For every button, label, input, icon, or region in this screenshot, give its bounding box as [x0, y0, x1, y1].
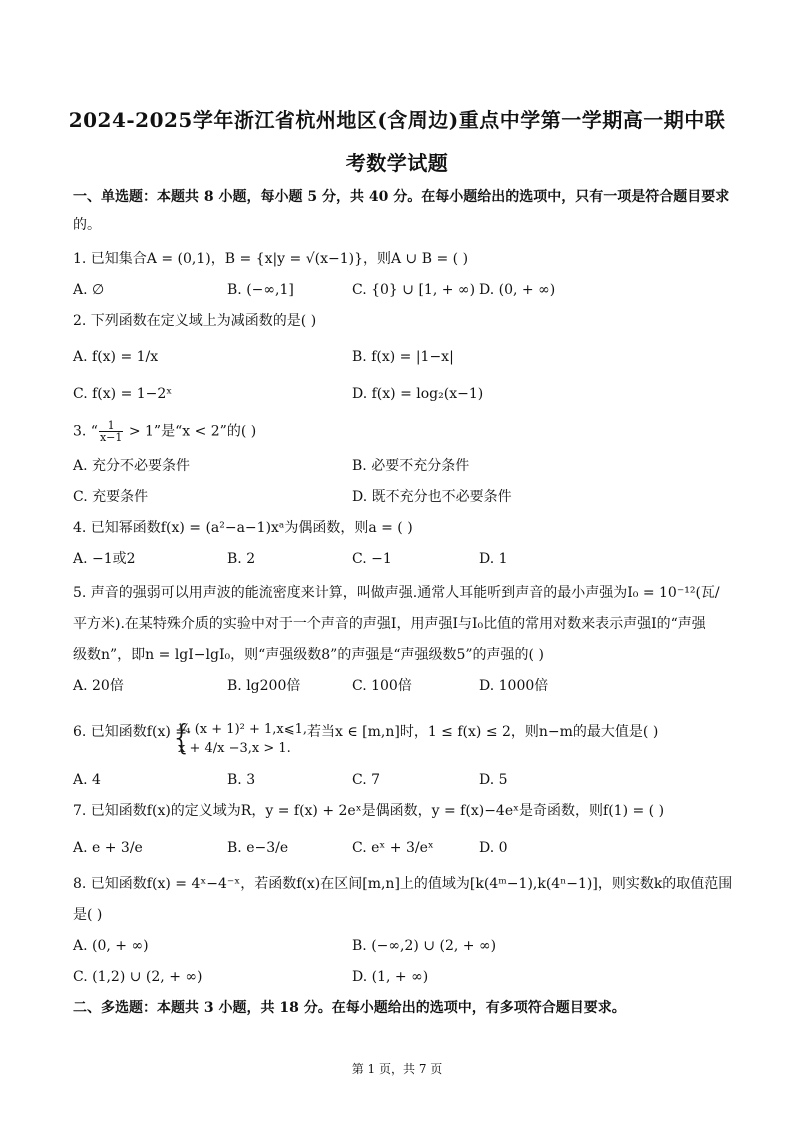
- question-6-option-b: B. 3: [227, 772, 256, 788]
- piecewise-brace: {: [171, 718, 193, 758]
- page-footer: 第 1 页，共 7 页: [351, 1062, 443, 1076]
- question-2-option-a: A. f(x) = 1/x: [73, 349, 159, 365]
- question-6-piece-2: x + 4/x −3,x > 1.: [178, 741, 291, 756]
- question-1-option-b: B. (−∞,1]: [227, 282, 294, 298]
- question-5-option-c: C. 100倍: [352, 678, 412, 694]
- question-2-stem: 2. 下列函数在定义域上为减函数的是( ): [73, 313, 317, 329]
- question-5-option-a: A. 20倍: [73, 678, 124, 694]
- question-5-stem-line3: 级数n”，即n = lgI−lgI₀，则“声强级数8”的声强是“声强级数5”的声强的( ): [73, 647, 544, 663]
- question-7-option-a: A. e + 3/e: [73, 840, 143, 856]
- question-7-option-d: D. 0: [479, 840, 508, 856]
- question-8-stem-line1: 8. 已知函数f(x) = 4ˣ−4⁻ˣ，若函数f(x)在区间[m,n]上的值域为[k(4ᵐ−1),k(4ⁿ−1)]，则实数k的取值范围: [73, 876, 733, 892]
- question-6-piecewise: [178, 720, 307, 758]
- question-1-option-c: C. {0} ∪ [1, + ∞): [352, 282, 476, 298]
- question-6-stem-suffix: 若当x ∈ [m,n]时，1 ≤ f(x) ≤ 2，则n−m的最大值是( ): [307, 724, 659, 740]
- question-3-stem-suffix: > 1”是“x < 2”的( ): [124, 423, 257, 440]
- question-2-option-c: C. f(x) = 1−2ˣ: [73, 386, 173, 402]
- question-3-option-b: B. 必要不充分条件: [352, 458, 470, 474]
- question-4-option-b: B. 2: [227, 551, 256, 567]
- exam-title-line1: 2024-2025学年浙江省杭州地区(含周边)重点中学第一学期高一期中联: [68, 108, 726, 132]
- question-5-stem-line2: 平方米).在某特殊介质的实验中对于一个声音的声强I，用声强I与I₀比值的常用对数来表示声强I的“声强: [73, 616, 706, 632]
- question-6-option-a: A. 4: [73, 772, 101, 788]
- question-7-option-c: C. eˣ + 3/eˣ: [352, 840, 434, 856]
- question-8-option-b: B. (−∞,2) ∪ (2, + ∞): [352, 938, 497, 954]
- question-8-stem-line2: 是( ): [73, 907, 103, 923]
- section2-heading: 二、多选题：本题共 3 小题，共 18 分。在每小题给出的选项中，有多项符合题目要求。: [73, 1000, 626, 1016]
- question-3-option-a: A. 充分不必要条件: [73, 458, 191, 474]
- question-4-option-a: A. −1或2: [73, 551, 136, 567]
- question-6-piece-1: ¼ (x + 1)² + 1,x⩽1,: [178, 722, 308, 737]
- question-7-option-b: B. e−3/e: [227, 840, 289, 856]
- question-5-option-b: B. lg200倍: [227, 678, 301, 694]
- question-8-option-a: A. (0, + ∞): [73, 938, 149, 954]
- question-1-option-d: D. (0, + ∞): [479, 282, 556, 298]
- question-6-stem-prefix: 6. 已知函数f(x) =: [73, 724, 187, 740]
- question-7-stem: 7. 已知函数f(x)的定义域为R，y = f(x) + 2eˣ是偶函数，y = f(x)−4eˣ是奇函数，则f(1) = ( ): [73, 803, 665, 819]
- question-4-option-c: C. −1: [352, 551, 392, 567]
- section1-heading-cont: 的。: [73, 217, 101, 233]
- question-4-stem: 4. 已知幂函数f(x) = (a²−a−1)xᵃ为偶函数，则a = ( ): [73, 520, 413, 536]
- question-3-option-c: C. 充要条件: [73, 489, 149, 505]
- question-5-stem-line1: 5. 声音的强弱可以用声波的能流密度来计算，叫做声强.通常人耳能听到声音的最小声强为I₀ = 10⁻¹²(瓦/: [73, 585, 720, 601]
- question-3-fraction: [99, 420, 123, 443]
- question-3-option-d: D. 既不充分也不必要条件: [352, 489, 512, 505]
- question-2-option-d: D. f(x) = log₂(x−1): [352, 386, 484, 402]
- question-2-option-b: B. f(x) = |1−x|: [352, 349, 454, 365]
- question-3-stem-prefix: 3. “: [73, 423, 98, 440]
- question-8-option-c: C. (1,2) ∪ (2, + ∞): [73, 969, 203, 985]
- question-6-option-d: D. 5: [479, 772, 508, 788]
- section1-heading: 一、单选题：本题共 8 小题，每小题 5 分，共 40 分。在每小题给出的选项中，只有一项是符合题目要求: [73, 189, 730, 205]
- question-6-option-c: C. 7: [352, 772, 381, 788]
- question-8-option-d: D. (1, + ∞): [352, 969, 429, 985]
- question-4-option-d: D. 1: [479, 551, 508, 567]
- exam-title-line2: 考数学试题: [345, 151, 449, 175]
- question-3-fraction-denominator: x−1: [99, 431, 123, 444]
- question-3-stem: [73, 420, 256, 443]
- question-3-fraction-numerator: 1: [99, 420, 123, 432]
- question-5-option-d: D. 1000倍: [479, 678, 549, 694]
- question-1-stem: 1. 已知集合A = (0,1)，B = {x|y = √(x−1)}，则A ∪ B = ( ): [73, 251, 469, 267]
- question-1-option-a: A. ∅: [73, 282, 105, 298]
